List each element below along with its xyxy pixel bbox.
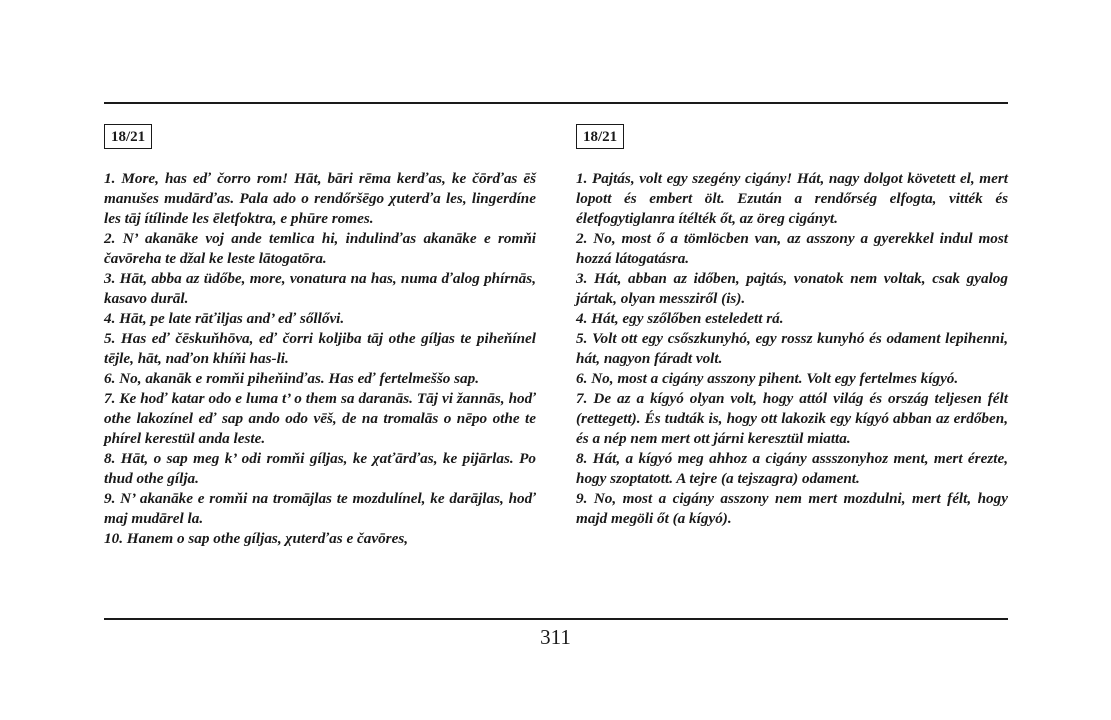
right-verse: 1. Pajtás, volt egy szegény cigány! Hát, nagy dolgot követett el, mert lopott és embert ölt. Ezután a rendőrség elfogta, vitték és életfogytiglanra ítélték őt, az öreg cigányt. <box>576 170 1008 227</box>
page-number: 311 <box>540 625 571 649</box>
right-verse: 9. No, most a cigány asszony nem mert mozdulni, mert félt, hogy majd megöli őt (a kígyó). <box>576 490 1008 527</box>
left-verse: 1. More, has eď čorro rom! Hāt, bāri rēma kerďas, ke čōrďas ēš manušes mudārďas. Pala ado o rendőršēgo χuterďa les, lingerdíne les tāj ítílinde les ēletfoktra, e phūre romes. <box>104 170 536 227</box>
left-verse: 3. Hāt, abba az üdőbe, more, vonatura na has, numa ďalog phírnās, kasavo durāl. <box>104 270 536 307</box>
left-verse: 8. Hāt, o sap meg k’ odi romňi gíljas, ke χaťārďas, ke pijārlas. Po thud othe gílja. <box>104 450 536 487</box>
left-verse: 6. No, akanāk e romňi piheňinďas. Has eď fertelmeššo sap. <box>104 370 480 387</box>
right-verse: 8. Hát, a kígyó meg ahhoz a cigány assszonyhoz ment, mert érezte, hogy szoptatott. A tejre (a tejszagra) odament. <box>576 450 1008 487</box>
left-column-romani <box>104 124 536 549</box>
left-verse: 4. Hāt, pe late rāťiljas and’ eď sőllővi. <box>104 310 345 327</box>
right-verse: 2. No, most ő a tömlöcben van, az asszony a gyerekkel indul most hozzá látogatásra. <box>576 230 1008 267</box>
right-text-label: 18/21 <box>576 124 624 149</box>
right-column-hungarian <box>576 124 1008 529</box>
right-verse: 4. Hát, egy szőlőben esteledett rá. <box>576 310 784 327</box>
left-verse: 2. N’ akanāke voj ande temlica hi, indulinďas akanāke e romňi čavōreha te džal ke leste lātogatōra. <box>104 230 536 267</box>
right-verse: 5. Volt ott egy csőszkunyhó, egy rossz kunyhó és odament lepihenni, hát, nagyon fáradt volt. <box>576 330 1008 367</box>
left-verses <box>104 169 536 549</box>
left-verse: 7. Ke hoď katar odo e luma t’ o them sa daranās. Tāj vi žannās, hoď othe lakozínel eď sap ando odo vēš, de na tromalās o nēpo othe te phírel kerestül anda leste. <box>104 390 536 447</box>
left-verse: 10. Hanem o sap othe gíljas, χuterďas e čavōres, <box>104 530 409 547</box>
top-rule <box>104 102 1008 104</box>
left-verse: 9. N’ akanāke e romňi na tromājlas te mozdulínel, ke darājlas, hoď maj mudārel la. <box>104 490 536 527</box>
left-text-label: 18/21 <box>104 124 152 149</box>
right-verse: 6. No, most a cigány asszony pihent. Volt egy fertelmes kígyó. <box>576 370 959 387</box>
right-verse: 3. Hát, abban az időben, pajtás, vonatok nem voltak, csak gyalog jártak, olyan messziről (is). <box>576 270 1008 307</box>
left-verse: 5. Has eď čēskuňhōva, eď čorri koljiba tāj othe gíljas te piheňínel tējle, hāt, naďon khíňi has-li. <box>104 330 536 367</box>
bottom-rule <box>104 618 1008 620</box>
right-verse: 7. De az a kígyó olyan volt, hogy attól világ és ország teljesen félt (rettegett). És tudták is, hogy ott lakozik egy kígyó abban az erdőben, és a nép nem mert ott járni keresztül miatta. <box>576 390 1008 447</box>
right-verses <box>576 169 1008 529</box>
